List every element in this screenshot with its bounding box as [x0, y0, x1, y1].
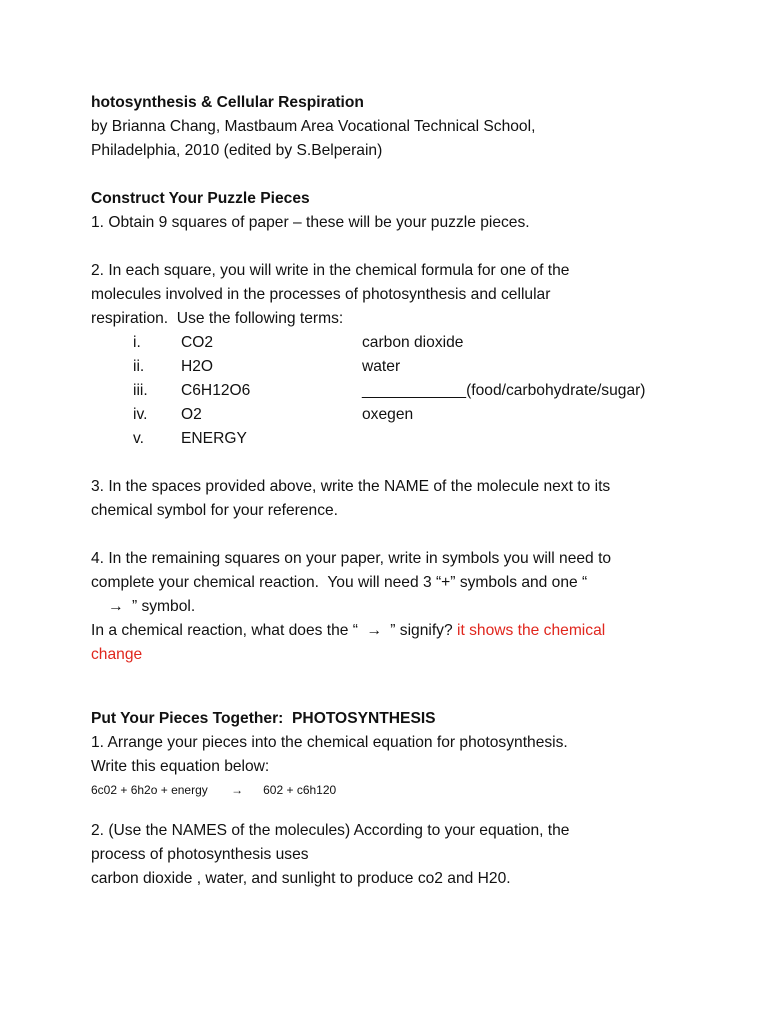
construct-step-3-line-2: chemical symbol for your reference.: [91, 502, 338, 519]
term-row: [91, 355, 731, 379]
construct-step-2-line-3: respiration. Use the following terms:: [91, 310, 344, 327]
byline-line-2: Philadelphia, 2010 (edited by S.Belperain): [91, 142, 383, 159]
student-equation: [91, 782, 731, 799]
construct-heading: Construct Your Puzzle Pieces: [91, 190, 310, 207]
term-row: [91, 403, 731, 427]
term-formula: C6H12O6: [181, 382, 251, 399]
arrow-question: [91, 619, 731, 643]
equation-right: 602 + c6h120: [263, 783, 337, 797]
term-name: ____________(food/carbohydrate/sugar): [362, 382, 646, 399]
term-number: i.: [133, 334, 141, 351]
term-formula: ENERGY: [181, 430, 247, 447]
term-name: carbon dioxide: [362, 334, 464, 351]
term-row: [91, 331, 731, 355]
construct-step-4-line-2: complete your chemical reaction. You will need 3 “+” symbols and one “: [91, 574, 588, 591]
term-formula: CO2: [181, 334, 214, 351]
symbol-text: ” symbol.: [131, 598, 196, 615]
document-title: hotosynthesis & Cellular Respiration: [91, 94, 364, 111]
arrow-icon: →: [366, 622, 382, 639]
question-text: In a chemical reaction, what does the “: [91, 622, 358, 639]
term-number: ii.: [133, 358, 145, 375]
together-step-1-line-2: Write this equation below:: [91, 758, 270, 775]
photosynthesis-heading: Put Your Pieces Together: PHOTOSYNTHESIS: [91, 710, 436, 727]
term-formula: O2: [181, 406, 202, 423]
arrow-icon: →: [231, 783, 244, 797]
together-step-1-line-1: 1. Arrange your pieces into the chemical equation for photosynthesis.: [91, 734, 568, 751]
construct-step-4-line-3: [91, 595, 731, 619]
answer-text-line-2: change: [91, 646, 143, 663]
answer-text: it shows the chemical: [457, 622, 606, 639]
construct-step-1: 1. Obtain 9 squares of paper – these will be your puzzle pieces.: [91, 214, 530, 231]
question-end-text: ” signify?: [390, 622, 453, 639]
term-name: oxegen: [362, 406, 414, 423]
construct-step-2-line-2: molecules involved in the processes of photosynthesis and cellular: [91, 286, 551, 303]
term-number: v.: [133, 430, 144, 447]
together-step-2-line-2: process of photosynthesis uses: [91, 846, 309, 863]
term-formula: H2O: [181, 358, 214, 375]
construct-step-2-line-1: 2. In each square, you will write in the chemical formula for one of the: [91, 262, 570, 279]
equation-left: 6c02 + 6h2o + energy: [91, 783, 208, 797]
student-answer: carbon dioxide , water, and sunlight to produce co2 and H20.: [91, 870, 511, 887]
construct-step-4-line-1: 4. In the remaining squares on your paper, write in symbols you will need to: [91, 550, 612, 567]
construct-step-3-line-1: 3. In the spaces provided above, write the NAME of the molecule next to its: [91, 478, 611, 495]
together-step-2-line-1: 2. (Use the NAMES of the molecules) According to your equation, the: [91, 822, 570, 839]
term-number: iii.: [133, 382, 148, 399]
term-name: water: [362, 358, 401, 375]
term-row: [91, 379, 731, 403]
term-number: iv.: [133, 406, 148, 423]
worksheet-page: [91, 91, 731, 891]
terms-list: [91, 331, 731, 451]
term-row: [91, 427, 731, 451]
arrow-icon: →: [108, 598, 124, 615]
byline-line-1: by Brianna Chang, Mastbaum Area Vocational Technical School,: [91, 118, 536, 135]
